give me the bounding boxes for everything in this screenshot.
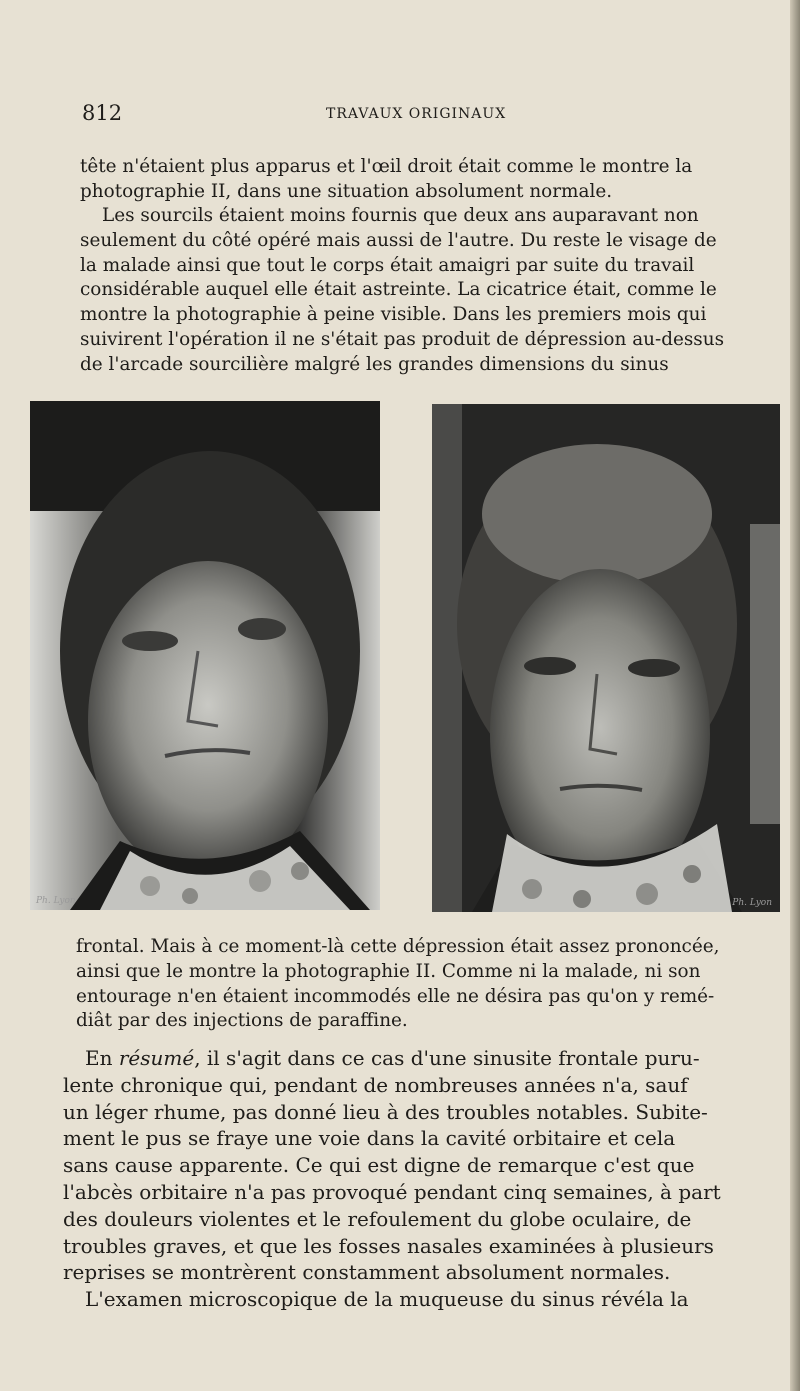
photo-credit: Ph. Lyon — [36, 896, 76, 906]
text-line: photographie II, dans une situation absolument normale. — [80, 180, 613, 202]
text-line: ment le pus se fraye une voie dans la cavité orbitaire et cela — [63, 1126, 676, 1151]
page-header — [80, 101, 760, 135]
text-line: Les sourcils étaient moins fournis que deux ans auparavant non — [102, 205, 699, 226]
text-line: diât par des injections de paraffine. — [76, 1010, 408, 1032]
text-line: frontal. Mais à ce moment-là cette dépression était assez prononcée, — [76, 936, 720, 957]
lead-rest: , il s'agit dans ce cas d'une sinusite frontale puru- — [194, 1046, 700, 1070]
text-line: des douleurs violentes et le refoulement du globe oculaire, de — [63, 1206, 692, 1231]
text-line: considérable auquel elle était astreinte. La cicatrice était, comme le — [80, 279, 717, 301]
text-line: lente chronique qui, pendant de nombreuses années n'a, sauf — [63, 1072, 688, 1097]
photo-credit: Ph. Lyon — [732, 898, 772, 908]
photograph-2 — [432, 404, 780, 912]
photograph-1 — [30, 401, 380, 910]
text-line: sans cause apparente. Ce qui est digne de remarque c'est que — [63, 1153, 695, 1178]
page-edge — [790, 0, 800, 1391]
text-line: troubles graves, et que les fosses nasales examinées à plusieurs — [63, 1233, 714, 1258]
text-line: la malade ainsi que tout le corps était amaigri par suite du travail — [80, 254, 695, 276]
portrait-before-image — [30, 401, 380, 910]
lead-italic-word: résumé — [118, 1046, 195, 1070]
text-line: entourage n'en étaient incommodés elle ne désira pas qu'on y remé- — [76, 985, 715, 1007]
text-line: suivirent l'opération il ne s'était pas produit de dépression au-dessus — [80, 328, 725, 350]
paragraph-eyebrows — [80, 204, 754, 378]
page-number: 812 — [82, 101, 123, 125]
paragraph-top-continuation — [80, 155, 754, 205]
running-title: TRAVAUX ORIGINAUX — [326, 106, 507, 122]
text-line: un léger rhume, pas donné lieu à des troubles notables. Subite- — [63, 1099, 708, 1124]
paragraph-frontal — [76, 935, 738, 1034]
text-line: L'examen microscopique de la muqueuse du sinus révéla la — [85, 1287, 689, 1312]
lead-prefix: En — [85, 1046, 119, 1070]
text-line: seulement du côté opéré mais aussi de l'autre. Du reste le visage de — [80, 229, 717, 251]
text-line: ainsi que le montre la photographie II. Comme ni la malade, ni son — [76, 960, 701, 982]
paragraph-summary — [63, 1045, 735, 1313]
text-line: l'abcès orbitaire n'a pas provoqué pendant cinq semaines, à part — [63, 1179, 721, 1204]
portrait-after-image — [432, 404, 780, 912]
summary-lead-line — [63, 1045, 735, 1072]
text-line: tête n'étaient plus apparus et l'œil droit était comme le montre la — [80, 156, 693, 177]
text-line: de l'arcade sourcilière malgré les grandes dimensions du sinus — [80, 353, 669, 375]
text-line: montre la photographie à peine visible. Dans les premiers mois qui — [80, 304, 707, 326]
text-line: reprises se montrèrent constamment absolument normales. — [63, 1260, 671, 1285]
